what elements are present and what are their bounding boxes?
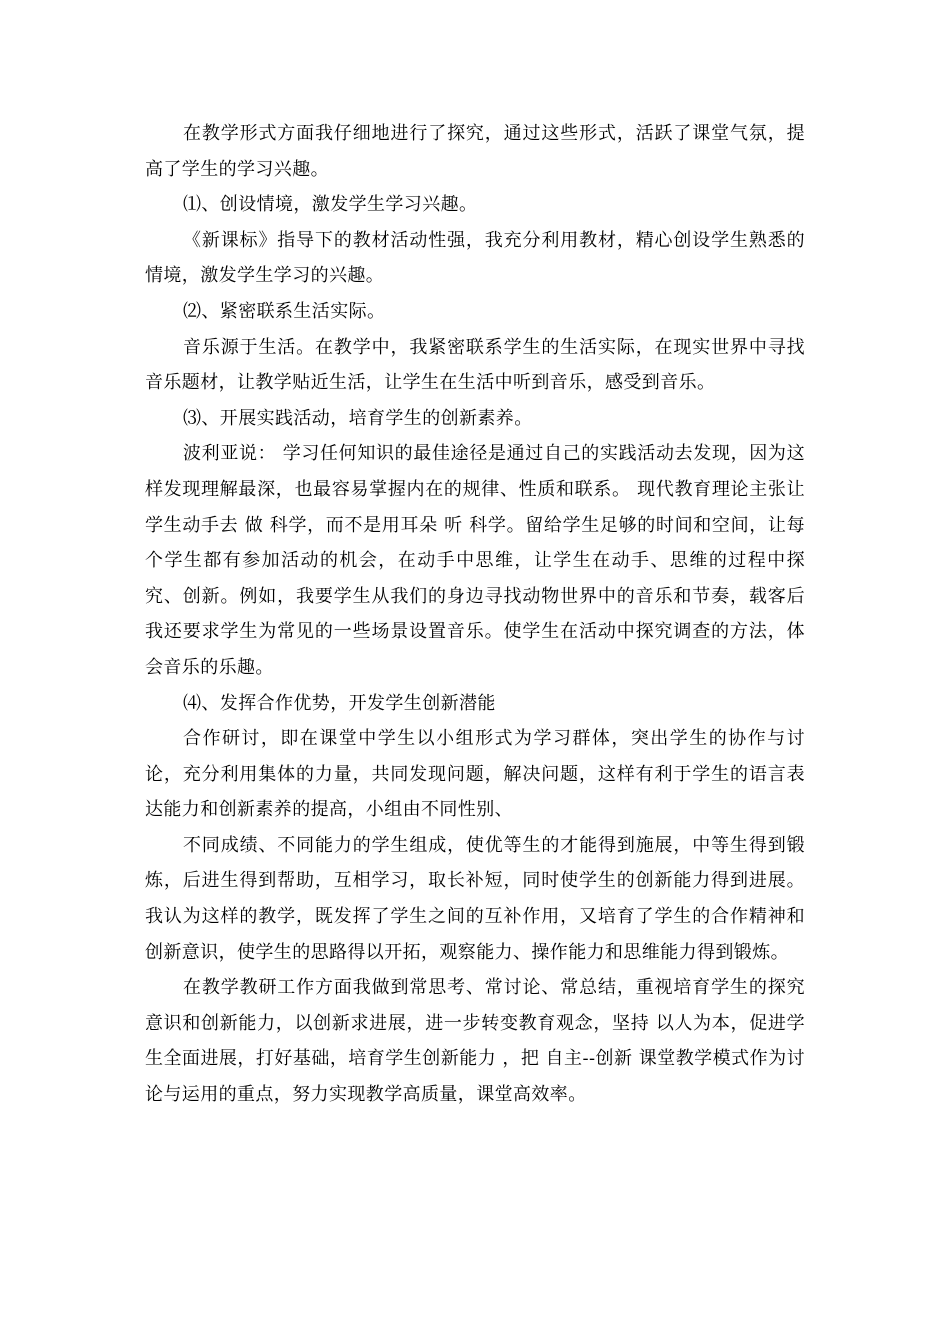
paragraph-music-from-life: 音乐源于生活。在教学中，我紧密联系学生的生活实际，在现实世界中寻找音乐题材，让教学贴近生活，让学生在生活中听到音乐，感受到音乐。: [145, 336, 805, 394]
heading-connect-life: ⑵、紧密联系生活实际。: [183, 300, 386, 322]
heading-cooperation: ⑷、发挥合作优势，开发学生创新潜能: [183, 692, 496, 714]
paragraph-teaching-forms: 在教学形式方面我仔细地进行了探究，通过这些形式，活跃了课堂气氛，提高了学生的学习兴趣。: [145, 123, 805, 180]
paragraph-new-curriculum: 《新课标》指导下的教材活动性强，我充分利用教材，精心创设学生熟悉的情境，激发学生学习的兴趣。: [145, 229, 805, 287]
paragraph-group-study: 合作研讨，即在课堂中学生以小组形式为学习群体，突出学生的协作与讨论，充分利用集体的力量，共同发现问题，解决问题，这样有利于学生的语言表达能力和创新素养的提高，小组由不同性别、: [145, 728, 805, 821]
paragraph-polya-quote: 波利亚说： 学习任何知识的最佳途径是通过自己的实践活动去发现，因为这样发现理解最深，也最容易掌握内在的规律、性质和联系。 现代教育理论主张让学生动手去 做 科学，而不是用耳朵 听 科学。留给学生足够的时间和空间，让每个学生都有参加活动的机会，在动手中思维，让学生在动手、思维的过程中探究、创新。例如，我要学生从我们的身边寻找动物世界中的音乐和节奏，载客后我还要求学生为常见的一些场景设置音乐。使学生在活动中探究调查的方法，体会音乐的乐趣。: [145, 443, 805, 678]
paragraph-different-abilities: 不同成绩、不同能力的学生组成，使优等生的才能得到施展，中等生得到锻炼，后进生得到帮助，互相学习，取长补短，同时使学生的创新能力得到进展。我认为这样的教学，既发挥了学生之间的互补作用，又培育了学生的合作精神和创新意识，使学生的思路得以开拓，观察能力、操作能力和思维能力得到锻炼。: [145, 834, 805, 963]
paragraph-research-work: 在教学教研工作方面我做到常思考、常讨论、常总结，重视培育学生的探究意识和创新能力，以创新求进展，进一步转变教育观念，坚持 以人为本，促进学生全面进展，打好基础，培育学生创新能力 ，把 自主--创新 课堂教学模式作为讨论与运用的重点，努力实现教学高质量，课堂高效率。: [145, 977, 805, 1106]
heading-create-situation: ⑴、创设情境，激发学生学习兴趣。: [183, 194, 478, 216]
heading-practice-activities: ⑶、开展实践活动，培育学生的创新素养。: [183, 407, 533, 429]
document-body: [145, 116, 805, 1113]
